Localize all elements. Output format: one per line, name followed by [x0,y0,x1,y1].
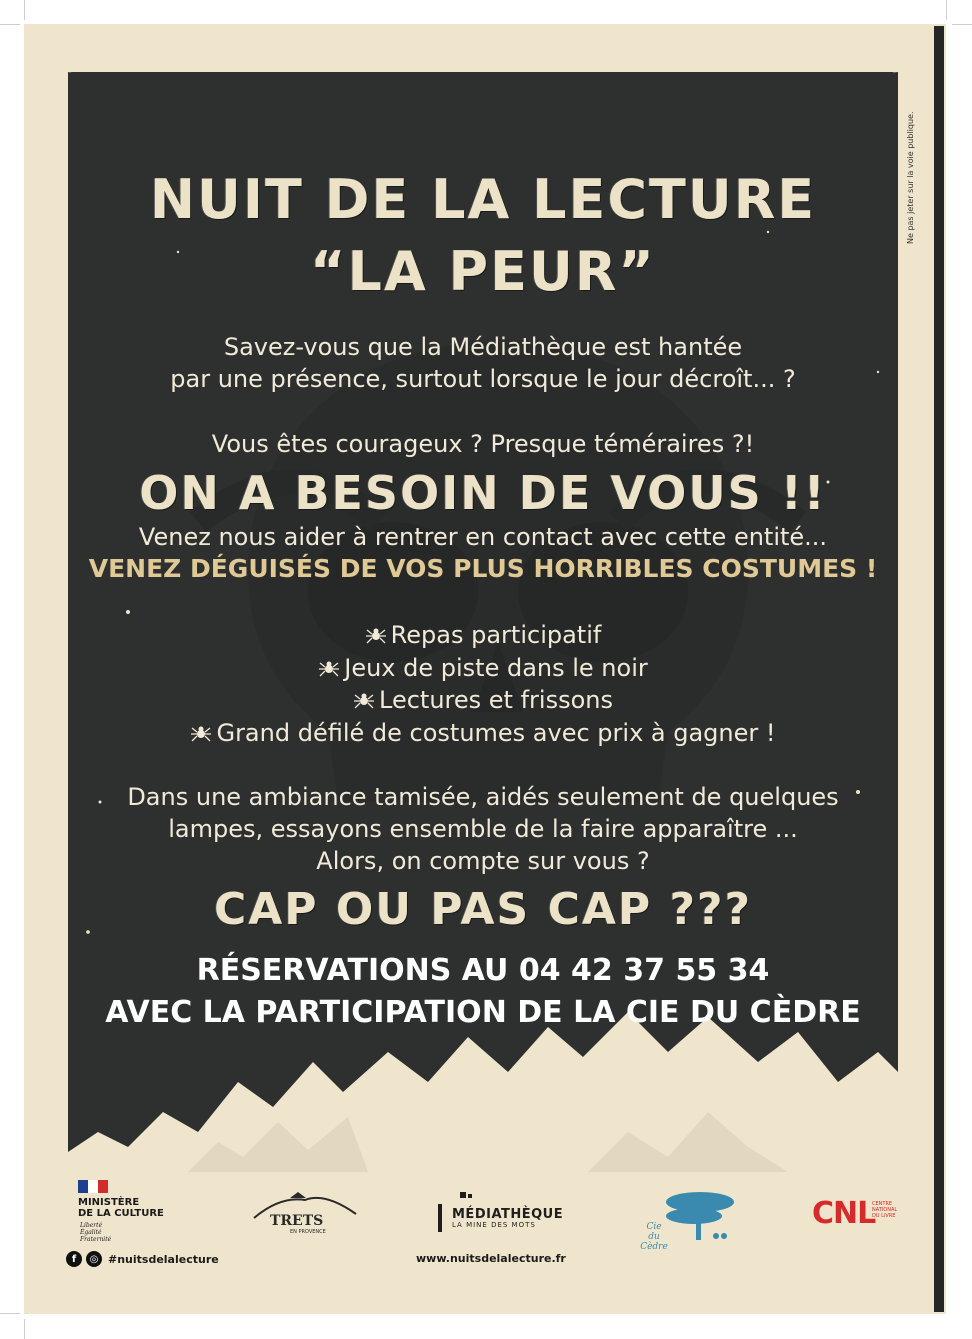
marianne-flag-icon [78,1180,108,1193]
ambiance-line: lampes, essayons ensemble de la faire apparaître ... [168,815,798,843]
cnl-logo: CNL [812,1196,876,1231]
cnl-line: NATIONAL [872,1207,898,1213]
activity-label: Grand défilé de costumes avec prix à gagner ! [216,718,776,747]
courage-question: Vous êtes courageux ? Presque téméraires ?! [211,430,755,458]
participation-credit: AVEC LA PARTICIPATION DE LA CIE DU CÈDRE [105,995,861,1030]
activity-label: Repas participatif [390,621,602,649]
facebook-icon[interactable]: f [66,1251,82,1267]
challenge-heading: CAP OU PAS CAP ??? [213,884,753,935]
mediatheque-sub: LA MINE DES MOTS [452,1221,536,1229]
intro-line: par une présence, surtout lorsque le jour décroît... ? [170,365,796,393]
motto-word: Égalité [80,1229,102,1236]
motto-word: Fraternité [80,1236,112,1243]
trets-sub: EN PROVENCE [290,1229,326,1235]
ambiance-line: Alors, on compte sur vous ? [316,847,650,875]
ambiance-line: Dans une ambiance tamisée, aidés seulement de quelques [127,783,839,811]
costume-text: VENEZ DÉGUISÉS DE VOS PLUS HORRIBLES COSTUMES ! [88,554,878,583]
ministry-logo [78,1197,164,1219]
activity-label: Jeux de piste dans le noir [344,653,648,682]
help-text: Venez nous aider à rentrer en contact avec cette entité... [138,523,828,551]
call-out-heading: ON A BESOIN DE VOUS !! [139,466,827,520]
hashtag: #nuitsdelalecture [108,1252,219,1266]
instagram-icon[interactable]: ◎ [86,1251,102,1267]
website-link[interactable]: www.nuitsdelalecture.fr [416,1252,566,1265]
cedre-logo [634,1222,674,1252]
cnl-line: CENTRE [872,1201,893,1207]
cnl-line: DU LIVRE [872,1213,896,1219]
disposal-notice: Ne pas jeter sur la voie publique. [906,111,915,244]
motto-word: Liberté [80,1222,103,1229]
intro-line: Savez-vous que la Médiathèque est hantée [223,333,743,361]
activity-label: Lectures et frissons [379,686,613,714]
ministry-line: MINISTÈRE [78,1197,140,1208]
poster-title: NUIT DE LA LECTURE [149,168,817,231]
ministry-motto [80,1222,111,1243]
social-links [66,1251,219,1267]
mediatheque-logo: MÉDIATHÈQUE [452,1207,564,1222]
poster-subtitle: “LA PEUR” [310,240,656,303]
trets-logo: TRETS [270,1213,324,1229]
cedre-line: du Cèdre [640,1232,668,1252]
cnl-sub [872,1201,897,1219]
reservation-phone: RÉSERVATIONS AU 04 42 37 55 34 [196,953,770,988]
cedre-line: Cie [646,1222,662,1232]
ministry-line: DE LA CULTURE [78,1208,164,1219]
